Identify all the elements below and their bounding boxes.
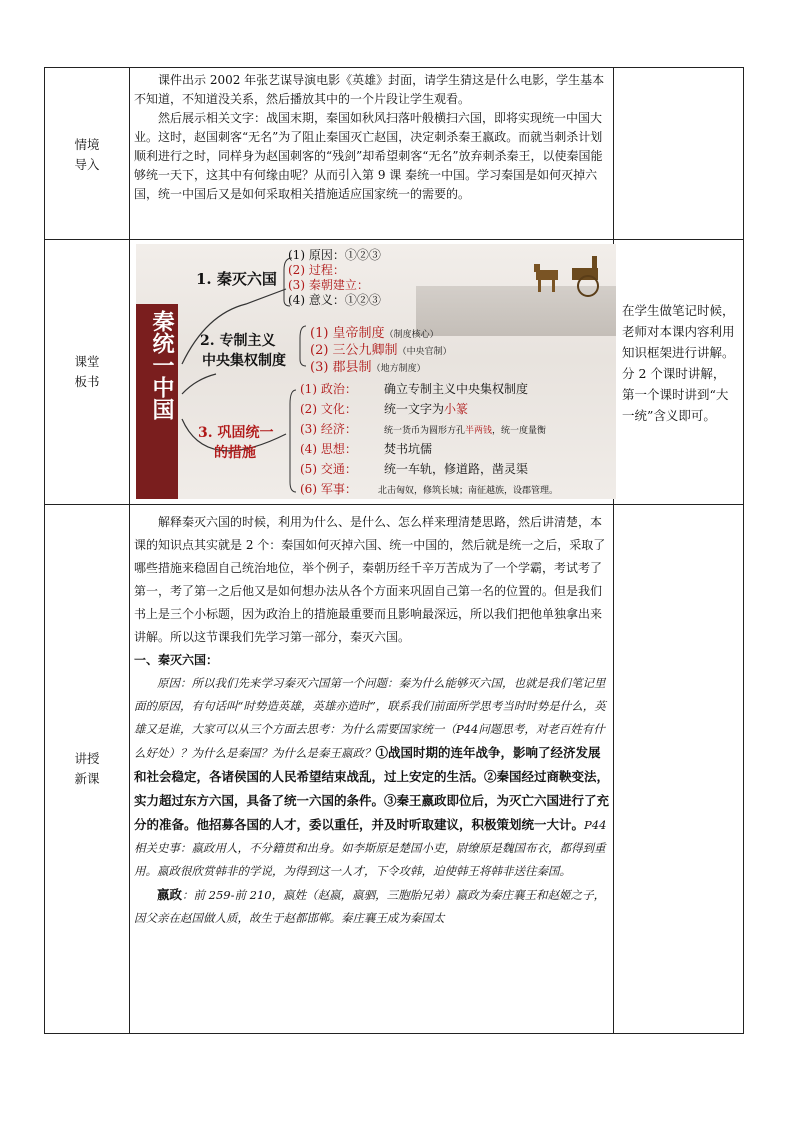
section1-item: (3) 秦朝建立：: [288, 278, 369, 292]
measure-key: (4) 思想：: [300, 442, 357, 456]
label-blackboard: [45, 240, 130, 505]
value-text: 统一货币为圆形方孔: [384, 426, 466, 436]
measure-value: 确立专制主义中央集权制度: [384, 382, 529, 396]
term-label: 嬴政: [157, 887, 183, 902]
item-text: (2) 三公九卿制: [310, 343, 398, 358]
section2-title: 中央集权制度: [202, 353, 286, 369]
item-text: (3) 郡县制: [310, 360, 372, 375]
blackboard-diagram: [136, 244, 616, 499]
section1-title: 1. 秦灭六国: [196, 270, 277, 288]
label-line: 板书: [74, 374, 100, 389]
row-situation-intro: [45, 68, 744, 240]
lesson-paragraph: 解释秦灭六国的时候，利用为什么、是什么、怎么样来理清楚思路，然后讲清楚，本课的知识点其实就是 2 个：秦国如何灭掉六国、统一中国的，然后就是统一之后，采取了哪些措施来稳固自己统治地位，举个例子，秦朝历经千辛万苦成为了一个学霸，考试考了第一，考了第一之后他又是如何想办法从各个方面来巩固自己第一名的位置的。但是我们书上是三个小标题，因为政治上的措施最重要而且影响最深远，所以我们把他单独拿出来讲解。所以这节课我们先学习第一部分，秦灭六国。: [134, 515, 606, 644]
measure-value: [384, 423, 546, 436]
section1-item: (1) 原因：①②③: [288, 248, 381, 262]
chariot-icon: [532, 252, 612, 298]
lesson-paragraph: [130, 883, 613, 930]
lesson-paragraph: [130, 672, 613, 883]
lesson-heading: 一、秦灭六国：: [134, 653, 219, 667]
section1-item: (2) 过程：: [288, 263, 345, 277]
value-text: ，统一度量衡: [492, 426, 547, 436]
content-new-lesson: [130, 505, 614, 1034]
reason-answer: ①战国时期的连年战争，影响了经济发展和社会稳定，各诸侯国的人民希望结束战乱，过上安定的生活。②秦国经过商鞅变法，实力超过东方六国，具备了统一六国的条件。③秦王嬴政即位后，为灭亡六国进行了充分的准备。他招募各国的人才，委以重任，并及时听取建议，积极策划统一大计。: [134, 745, 610, 832]
reference-text: P44 相关史事：嬴政用人，不分籍贯和出身。如李斯原是楚国小吏，尉缭原是魏国布衣，都得到重用。嬴政很欣赏韩非的学说，为得到这一人才，下令攻韩，迫使韩王将韩非送往秦国。: [134, 818, 607, 878]
note-blackboard: [614, 240, 744, 505]
content-situation-intro: [130, 68, 614, 240]
label-new-lesson: [45, 505, 130, 1034]
measure-key: (2) 文化：: [300, 402, 357, 416]
lesson-plan-table: [44, 67, 744, 1034]
measure-key: (6) 军事：: [300, 482, 357, 496]
measure-key: (3) 经济：: [300, 422, 357, 436]
intro-paragraph: 然后展示相关文字：战国末期，秦国如秋风扫落叶般横扫六国，即将实现统一中国大业。这时，赵国刺客“无名”为了阻止秦国灭亡赵国，决定刺杀秦王嬴政。而就当刺杀计划顺利进行之时，同样身为赵国刺客的“残剑”却希望刺客“无名”放弃刺杀秦王，以使秦国能够统一天下，这其中有何缘由呢？从而引入第 9 课 秦统一中国。学习秦国是如何灭掉六国，统一中国后又是如何采取相关措施适应国家统一的需要的。: [134, 111, 603, 201]
section3-title: 3. 巩固统一: [198, 425, 274, 441]
section2-item: [310, 356, 426, 375]
note-situation-intro: [614, 68, 744, 240]
item-text: (1) 皇帝制度: [310, 326, 385, 341]
measure-key: (5) 交通：: [300, 462, 357, 476]
teacher-note: 在学生做笔记时候，老师对本课内容利用知识框架进行讲解。分 2 个课时讲解，第一个课时讲到“大一统”含义即可。: [622, 303, 735, 423]
value-highlight: 小篆: [444, 402, 469, 416]
label-line: 讲授: [74, 751, 100, 766]
section2-title: 2. 专制主义: [200, 333, 276, 349]
item-note: （中央官制）: [397, 347, 452, 357]
content-blackboard: [130, 240, 614, 505]
item-note: （地方制度）: [371, 364, 426, 374]
value-text: 统一文字为: [384, 402, 445, 416]
label-line: 课堂: [74, 354, 100, 369]
intro-paragraph: 课件出示 2002 年张艺谋导演电影《英雄》封面，请学生猜这是什么电影，学生基本不知道，不知道没关系，然后播放其中的一个片段让学生观看。: [134, 73, 605, 106]
row-new-lesson: [45, 505, 744, 1034]
board-vertical-title: 秦统一中国: [149, 310, 175, 420]
section1-item: (4) 意义：①②③: [288, 293, 381, 307]
label-situation-intro: [45, 68, 130, 240]
measure-value: 北击匈奴，修筑长城；南征越族，设郡管理。: [378, 486, 559, 496]
item-note: （制度核心）: [384, 330, 439, 340]
label-line: 情境: [74, 137, 100, 152]
row-blackboard: [45, 240, 744, 505]
measure-value: [384, 400, 468, 417]
measure-value: 焚书坑儒: [384, 442, 433, 456]
term-text: ：前 259-前 210，嬴姓（赵嬴，嬴驷，三胞胎兄弟）嬴政为秦庄襄王和赵姬之子，因父亲在赵国做人质，故生于赵都邯郸。秦庄襄王成为秦国太: [134, 888, 606, 925]
measure-key: (1) 政治：: [300, 382, 357, 396]
value-highlight: 半两钱: [465, 426, 493, 436]
measure-value: 统一车轨，修道路，凿灵渠: [384, 462, 529, 476]
note-new-lesson: [614, 505, 744, 1034]
label-line: 新课: [74, 771, 100, 786]
reason-text: 原因：所以我们先来学习秦灭六国第一个问题：秦为什么能够灭六国，也就是我们笔记里面的原因，有句话叫“时势造英雄，英雄亦造时”，联系我们前面所学思考当时时势是什么，英雄又是谁，大家可以从三个方面去思考：为什么需要国家统一（P44问题思考，对老百姓有什么好处）？为什么是秦国？为什么是秦王嬴政？: [134, 676, 606, 760]
section3-title: 的措施: [214, 445, 256, 461]
label-line: 导入: [74, 157, 100, 172]
